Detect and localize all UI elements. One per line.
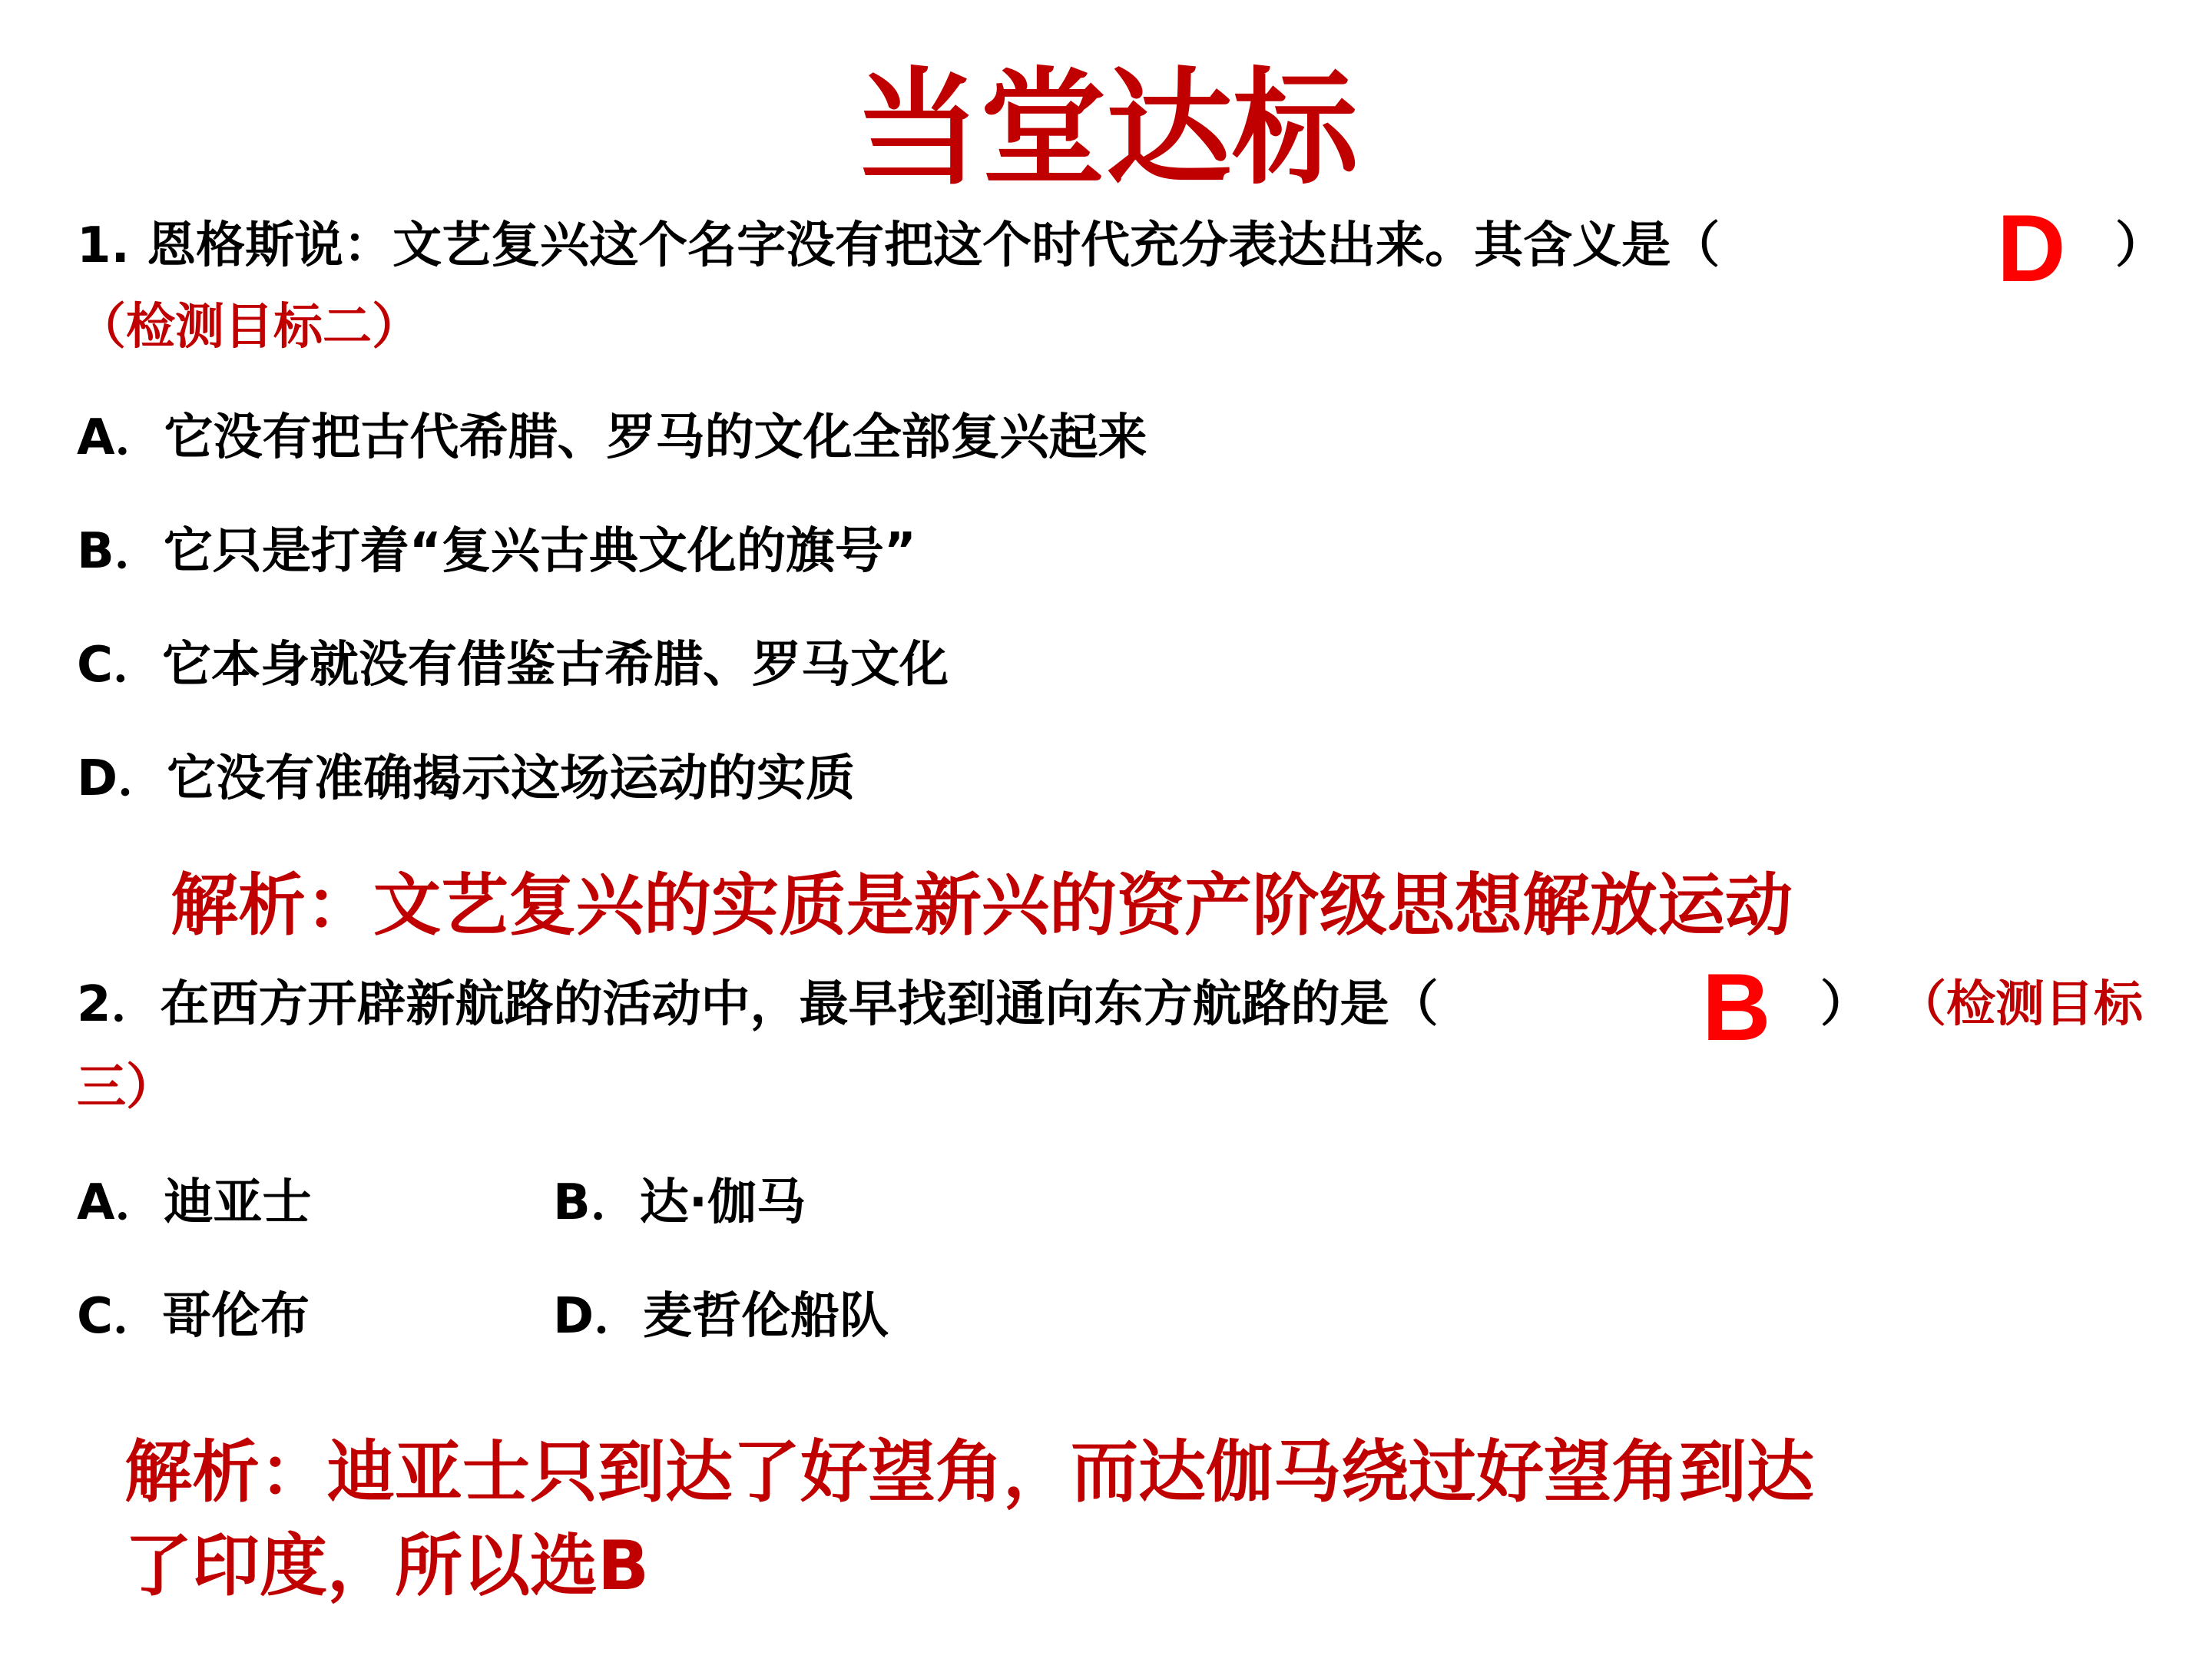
question-1-option-d: D．它没有准确揭示这场运动的实质 (77, 750, 856, 807)
question-1-target: （检测目标二） (77, 299, 421, 356)
question-2-close-paren: ） (1820, 976, 1869, 1033)
question-1-option-c: C．它本身就没有借鉴古希腊、罗马文化 (77, 637, 949, 694)
question-2-answer: B (1702, 955, 1771, 1061)
question-2-analysis-line-1: 解析：迪亚士只到达了好望角，而达伽马绕过好望角到达 (124, 1432, 1815, 1512)
question-2-stem: 2．在西方开辟新航路的活动中，最早找到通向东方航路的是（ (77, 976, 1439, 1033)
question-2-analysis-line-2: 了印度，所以选B (124, 1526, 650, 1605)
question-2-target-part2: 三） (77, 1059, 175, 1116)
question-2-option-d: D．麦哲伦船队 (553, 1288, 889, 1345)
question-1-analysis: 解析：文艺复兴的实质是新兴的资产阶级思想解放运动 (171, 866, 1793, 945)
question-2-target-part1: （检测目标 (1897, 976, 2143, 1033)
question-1-option-b: B．它只是打着“复兴古典文化的旗号” (77, 523, 916, 580)
question-2-option-a: A．迪亚士 (77, 1174, 312, 1231)
question-1-answer: D (1997, 196, 2066, 302)
question-2-option-c: C．哥伦布 (77, 1288, 310, 1345)
question-2-option-b: B．达·伽马 (553, 1174, 806, 1231)
page-title: 当堂达标 (853, 55, 1358, 202)
question-1-stem: 1. 恩格斯说：文艺复兴这个名字没有把这个时代充分表达出来。其含义是（ (77, 217, 1720, 274)
question-1-option-a: A．它没有把古代希腊、罗马的文化全部复兴起来 (77, 409, 1147, 466)
question-1-close-paren: ） (2115, 217, 2164, 274)
